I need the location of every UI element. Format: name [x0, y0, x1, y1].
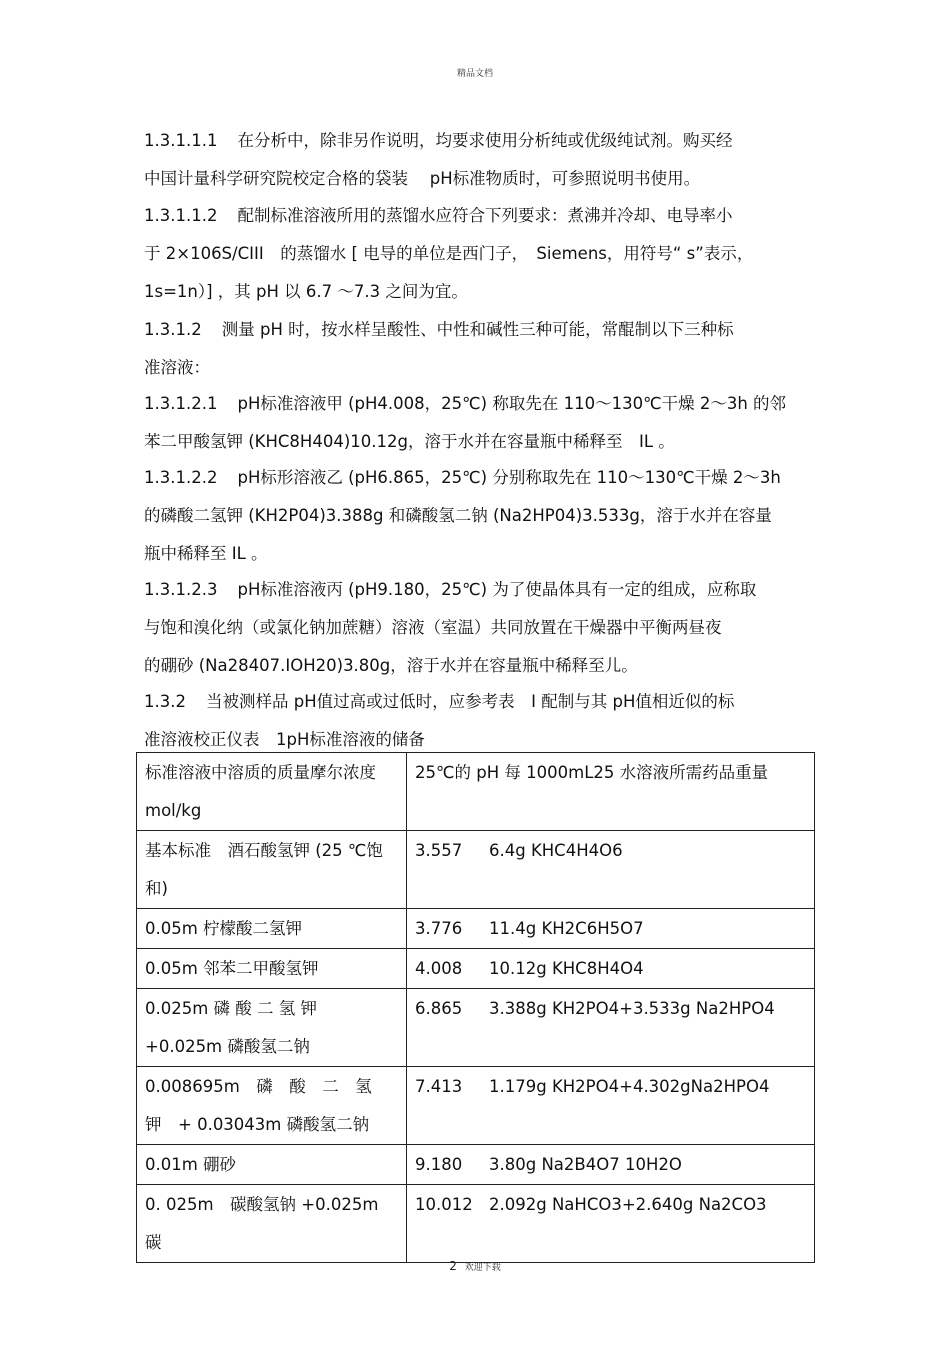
section-number: 1.3.1.2.2 — [144, 468, 218, 487]
line-text: pH标准溶液丙 (pH9.180，25℃) 为了使晶体具有一定的组成，应称取 — [237, 580, 757, 599]
paragraph-line — [144, 459, 814, 497]
section-number: 1.3.1.2.3 — [144, 580, 218, 599]
paragraph — [144, 197, 814, 311]
line-text: 与饱和溴化纳（或氯化钠加蔗糖）溶液（室温）共同放置在干燥器中平衡两昼夜 — [144, 618, 722, 637]
table-row — [137, 1145, 815, 1185]
ph-value: 9.180 — [415, 1155, 463, 1174]
paragraph — [144, 683, 814, 759]
paragraph-line — [144, 535, 814, 573]
solute-cell: 基本标准 酒石酸氢钾 (25 ℃饱和) — [137, 831, 407, 909]
ph-value: 3.776 — [415, 919, 463, 938]
paragraph-line — [144, 497, 814, 535]
ph-standard-table — [136, 752, 815, 1263]
section-number: 1.3.1.1.2 — [144, 206, 218, 225]
line-text: 测量 pH 时，按水样呈酸性、中性和碱性三种可能，常醌制以下三种标 — [221, 320, 734, 339]
reagent-amount: 3.80g Na2B4O7 10H2O — [489, 1155, 682, 1174]
reagent-amount: 1.179g KH2PO4+4.302gNa2HPO4 — [489, 1077, 770, 1096]
paragraph — [144, 122, 814, 198]
page-number: 2 — [449, 1259, 457, 1273]
solute-cell: 0.008695m 磷 酸 二 氢 钾 + 0.03043m 磷酸氢二钠 — [137, 1067, 407, 1145]
paragraph-line — [144, 122, 814, 160]
table-row — [137, 989, 815, 1067]
table-row — [137, 1067, 815, 1145]
footer-text: 欢迎下载 — [464, 1263, 501, 1273]
table-row — [137, 909, 815, 949]
solute-cell: 0.05m 柠檬酸二氢钾 — [137, 909, 407, 949]
ph-value: 7.413 — [415, 1077, 463, 1096]
ph-value: 10.012 — [415, 1195, 473, 1214]
header-cell: 25℃的 pH 每 1000mL25 水溶液所需药品重量 — [407, 753, 815, 831]
reagent-cell — [407, 949, 815, 989]
paragraph-line — [144, 609, 814, 647]
solute-cell: 0.01m 硼砂 — [137, 1145, 407, 1185]
line-text: pH标形溶液乙 (pH6.865，25℃) 分别称取先在 110～130℃干燥 2～3h — [237, 468, 781, 487]
table-row — [137, 1185, 815, 1263]
section-number: 1.3.1.2.1 — [144, 394, 218, 413]
paragraph — [144, 311, 814, 387]
solute-cell: 0. 025m 碳酸氢钠 +0.025m 碳 — [137, 1185, 407, 1263]
reagent-cell — [407, 1067, 815, 1145]
ph-value: 6.865 — [415, 999, 463, 1018]
ph-value: 3.557 — [415, 841, 463, 860]
table-row — [137, 949, 815, 989]
solute-cell: 0.025m 磷 酸 二 氢 钾 +0.025m 磷酸氢二钠 — [137, 989, 407, 1067]
reagent-cell — [407, 989, 815, 1067]
reagent-cell — [407, 831, 815, 909]
paragraph-line — [144, 235, 814, 273]
page-footer — [0, 1259, 950, 1273]
line-text: 中国计量科学研究院校定合格的袋装 pH标准物质时，可参照说明书使用。 — [144, 169, 701, 188]
section-number: 1.3.1.2 — [144, 320, 202, 339]
table-header-row — [137, 753, 815, 831]
line-text: pH标准溶液甲 (pH4.008，25℃) 称取先在 110～130℃干燥 2～3h 的邻 — [237, 394, 787, 413]
section-number: 1.3.2 — [144, 692, 186, 711]
paragraph — [144, 385, 814, 461]
solute-cell: 0.05m 邻苯二甲酸氢钾 — [137, 949, 407, 989]
line-text: 配制标准溶液所用的蒸馏水应符合下列要求：煮沸并冷却、电导率小 — [237, 206, 733, 225]
paragraph-line — [144, 273, 814, 311]
paragraph-line — [144, 683, 814, 721]
reagent-amount: 3.388g KH2PO4+3.533g Na2HPO4 — [489, 999, 775, 1018]
page-header: 精品文档 — [456, 69, 493, 79]
line-text: 1s=1n）] ，其 pH 以 6.7 ～7.3 之间为宜。 — [144, 282, 468, 301]
reagent-amount: 11.4g KH2C6H5O7 — [489, 919, 644, 938]
line-text: 当被测样品 pH值过高或过低时，应参考表 I 配制与其 pH值相近似的标 — [205, 692, 735, 711]
line-text: 在分析中，除非另作说明，均要求使用分析纯或优级纯试剂。购买经 — [237, 131, 733, 150]
ph-value: 4.008 — [415, 959, 463, 978]
reagent-cell — [407, 909, 815, 949]
table-row — [137, 831, 815, 909]
reagent-amount: 10.12g KHC8H4O4 — [489, 959, 644, 978]
paragraph — [144, 459, 814, 573]
paragraph-line — [144, 423, 814, 461]
paragraph-line — [144, 197, 814, 235]
paragraph-line — [144, 571, 814, 609]
paragraph-line — [144, 311, 814, 349]
header-cell: 标准溶液中溶质的质量摩尔浓度 mol/kg — [137, 753, 407, 831]
line-text: 准溶液校正仪表 1pH标准溶液的储备 — [144, 730, 425, 749]
paragraph-line — [144, 385, 814, 423]
line-text: 于 2×106S/CIII 的蒸馏水 [ 电导的单位是西门子， Siemens，用符号“ s”表示， — [144, 244, 754, 263]
line-text: 的硼砂 (Na28407.IOH20)3.80g，溶于水并在容量瓶中稀释至儿。 — [144, 656, 638, 675]
reagent-cell — [407, 1185, 815, 1263]
reagent-amount: 6.4g KHC4H4O6 — [489, 841, 623, 860]
reagent-cell — [407, 1145, 815, 1185]
paragraph-line — [144, 349, 814, 387]
line-text: 苯二甲酸氢钾 (KHC8H404)10.12g，溶于水并在容量瓶中稀释至 IL 。 — [144, 432, 675, 451]
section-number: 1.3.1.1.1 — [144, 131, 218, 150]
line-text: 瓶中稀释至 IL 。 — [144, 544, 268, 563]
paragraph — [144, 571, 814, 685]
line-text: 准溶液： — [144, 358, 210, 377]
reagent-amount: 2.092g NaHCO3+2.640g Na2CO3 — [489, 1195, 767, 1214]
paragraph-line — [144, 647, 814, 685]
line-text: 的磷酸二氢钾 (KH2P04)3.388g 和磷酸氢二钠 (Na2HP04)3.533g，溶于水并在容量 — [144, 506, 772, 525]
paragraph-line — [144, 160, 814, 198]
